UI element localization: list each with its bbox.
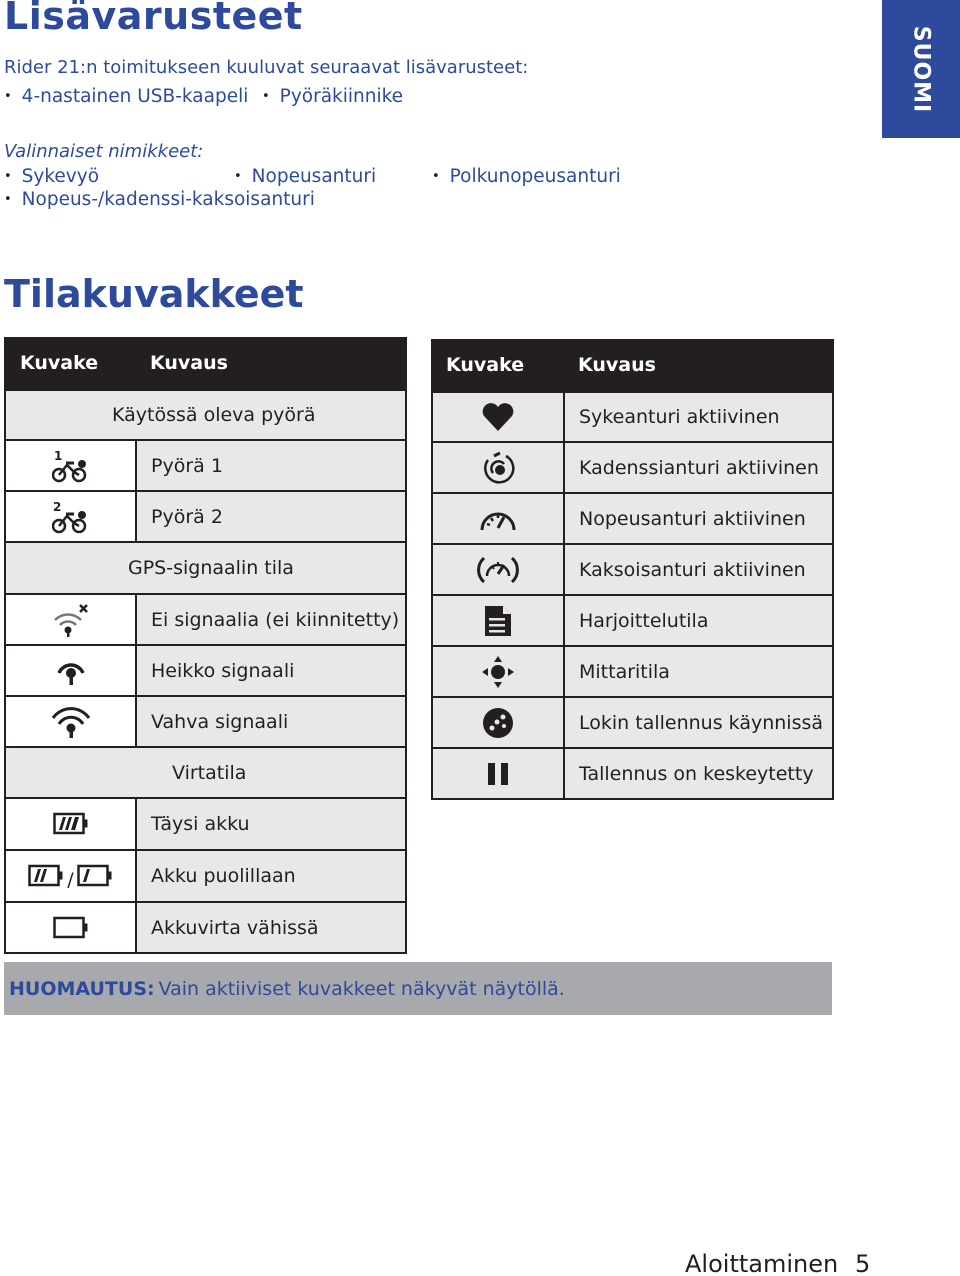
section-row-bike (4, 389, 407, 441)
language-tab (882, 0, 960, 138)
right-header-icon-col: Kuvake (446, 354, 525, 376)
right-table-header (431, 339, 834, 391)
row-label: Heikko signaali (137, 646, 405, 695)
row-label: Akkuvirta vähissä (137, 903, 405, 952)
table-row (4, 695, 407, 748)
section-title-power: Virtatila (172, 761, 247, 784)
row-label: Tallennus on keskeytetty (565, 749, 832, 798)
row-label: Täysi akku (137, 799, 405, 849)
row-label: Lokin tallennus käynnissä (565, 698, 832, 747)
optional-title: Valinnaiset nimikkeet: (4, 141, 204, 162)
svg-text:2: 2 (52, 499, 61, 514)
svg-text:1: 1 (53, 448, 62, 463)
table-row (4, 849, 407, 903)
row-label: Nopeusanturi aktiivinen (565, 494, 832, 543)
left-header-desc-col: Kuvaus (150, 352, 228, 374)
log-recording-icon (433, 698, 565, 747)
section-title: Tilakuvakkeet (4, 272, 304, 316)
note-text: Vain aktiiviset kuvakkeet näkyvät näytöllä. (158, 977, 565, 1000)
table-row (431, 543, 834, 596)
table-row (431, 492, 834, 545)
row-label: Harjoittelutila (565, 596, 832, 645)
table-row (4, 901, 407, 954)
gps-no-signal-icon (6, 595, 137, 644)
bike-1-icon (6, 441, 137, 490)
battery-half-icon (6, 851, 137, 901)
workout-document-icon (433, 596, 565, 645)
table-row (4, 439, 407, 492)
row-label: Pyörä 1 (137, 441, 405, 490)
language-label: SUOMI (908, 25, 934, 113)
intro-text: Rider 21:n toimitukseen kuuluvat seuraavat lisävarusteet: (4, 57, 529, 78)
left-header-icon-col: Kuvake (20, 352, 99, 374)
dual-sensor-icon (433, 545, 565, 594)
table-row (431, 441, 834, 494)
battery-full-icon (6, 799, 137, 849)
row-label: Kaksoisanturi aktiivinen (565, 545, 832, 594)
cadence-sensor-icon (433, 443, 565, 492)
included-item: • Pyöräkiinnike (262, 86, 403, 107)
section-title-bike: Käytössä oleva pyörä (112, 404, 316, 426)
row-label: Mittaritila (565, 647, 832, 696)
footer-section: Aloittaminen (685, 1250, 839, 1276)
section-row-gps (4, 541, 407, 595)
table-row (431, 645, 834, 698)
optional-item: • Polkunopeusanturi (432, 166, 621, 187)
table-row (4, 644, 407, 697)
page-number: 5 (855, 1250, 871, 1276)
heart-icon (433, 393, 565, 441)
page-title: Lisävarusteet (4, 0, 303, 38)
pause-icon (433, 749, 565, 798)
table-row (431, 391, 834, 443)
table-row (431, 747, 834, 800)
battery-separator: / (67, 869, 74, 891)
note-label: HUOMAUTUS: (9, 977, 155, 1000)
right-header-desc-col: Kuvaus (578, 354, 656, 376)
row-label: Sykeanturi aktiivinen (565, 393, 832, 441)
row-label: Pyörä 2 (137, 492, 405, 541)
speed-sensor-icon (433, 494, 565, 543)
optional-item: • Nopeus-/kadenssi-kaksoisanturi (4, 189, 315, 210)
battery-quarter-icon (77, 864, 113, 888)
included-item: • 4-nastainen USB-kaapeli (4, 86, 248, 107)
table-row (4, 797, 407, 851)
gps-weak-signal-icon (6, 646, 137, 695)
bike-2-icon (6, 492, 137, 541)
note-box (4, 962, 832, 1015)
table-row (431, 696, 834, 749)
section-title-gps: GPS-signaalin tila (128, 557, 294, 579)
battery-low-icon (6, 903, 137, 952)
table-row (4, 490, 407, 543)
optional-item: • Sykevyö (4, 166, 99, 187)
table-row (431, 594, 834, 647)
section-row-power (4, 746, 407, 799)
left-table-header (4, 337, 407, 389)
optional-item: • Nopeusanturi (234, 166, 376, 187)
row-label: Akku puolillaan (137, 851, 405, 901)
table-row (4, 593, 407, 646)
gps-strong-signal-icon (6, 697, 137, 746)
row-label: Vahva signaali (137, 697, 405, 746)
meter-mode-icon (433, 647, 565, 696)
row-label: Kadenssianturi aktiivinen (565, 443, 832, 492)
row-label: Ei signaalia (ei kiinnitetty) (137, 595, 405, 644)
